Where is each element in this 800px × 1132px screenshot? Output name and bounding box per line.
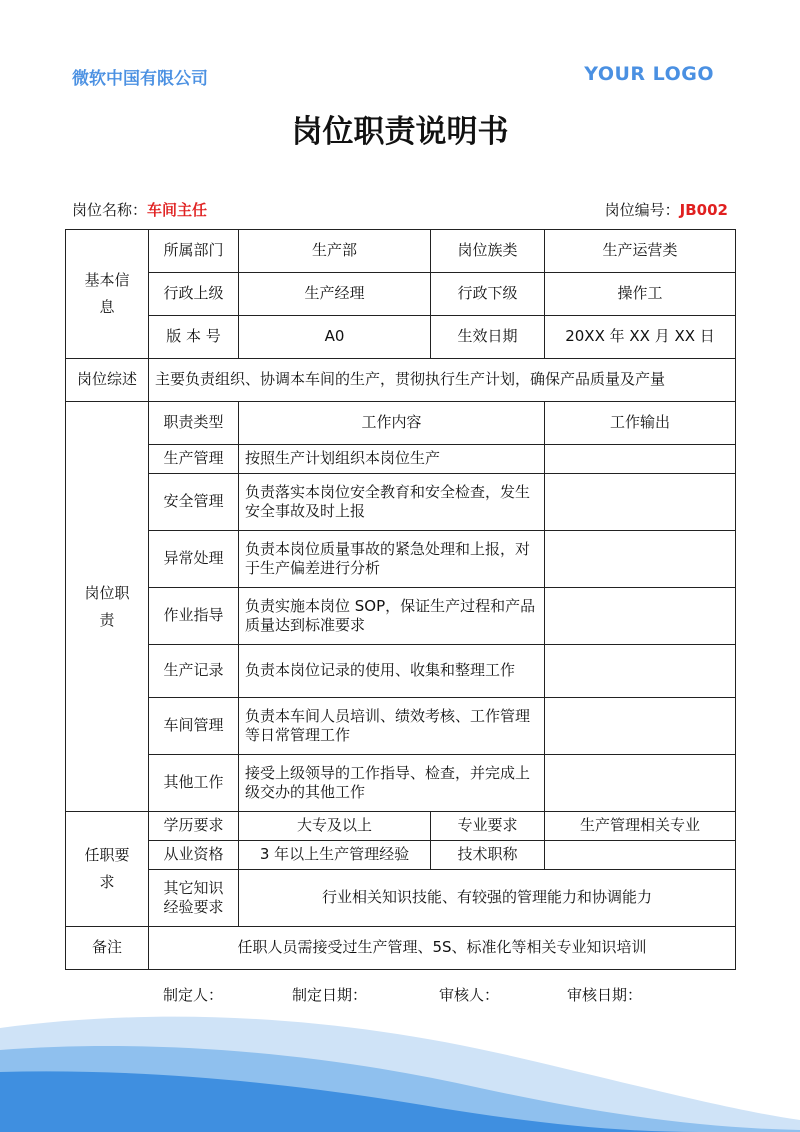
- superior-value: 生产经理: [239, 273, 431, 316]
- duty-type: 其他工作: [149, 755, 239, 812]
- qualification-value: 3 年以上生产管理经验: [239, 841, 431, 870]
- duty-content: 按照生产计划组织本岗位生产: [239, 445, 545, 474]
- position-name: [72, 199, 207, 220]
- subordinate-label: 行政下级: [431, 273, 545, 316]
- table-row: [66, 531, 736, 588]
- education-value: 大专及以上: [239, 812, 431, 841]
- other-label: 其它知识经验要求: [149, 870, 239, 927]
- requirements-row-3: [66, 870, 736, 927]
- duty-output: [545, 698, 736, 755]
- position-code-value: JB002: [679, 201, 728, 219]
- duty-type: 生产管理: [149, 445, 239, 474]
- basic-section-label: 基本信息: [66, 230, 149, 359]
- version-value: A0: [239, 316, 431, 359]
- table-row: [66, 588, 736, 645]
- dept-label: 所属部门: [149, 230, 239, 273]
- summary-row: [66, 359, 736, 402]
- family-label: 岗位族类: [431, 230, 545, 273]
- dept-value: 生产部: [239, 230, 431, 273]
- duty-output: [545, 588, 736, 645]
- major-value: 生产管理相关专业: [545, 812, 736, 841]
- basic-row-1: [66, 230, 736, 273]
- table-row: [66, 698, 736, 755]
- duty-type: 车间管理: [149, 698, 239, 755]
- table-row: [66, 445, 736, 474]
- summary-text: 主要负责组织、协调本车间的生产，贯彻执行生产计划，确保产品质量及产量: [149, 359, 736, 402]
- education-label: 学历要求: [149, 812, 239, 841]
- duty-type: 生产记录: [149, 645, 239, 698]
- duty-type: 作业指导: [149, 588, 239, 645]
- effective-label: 生效日期: [431, 316, 545, 359]
- footer-maker: 制定人：: [163, 986, 224, 1004]
- footer-review-date: 审核日期：: [567, 986, 643, 1004]
- page-title: 岗位职责说明书: [291, 114, 509, 150]
- superior-label: 行政上级: [149, 273, 239, 316]
- duty-content: 接受上级领导的工作指导、检查，并完成上级交办的其他工作: [239, 755, 545, 812]
- decorative-wave: [0, 1010, 800, 1132]
- version-label: 版 本 号: [149, 316, 239, 359]
- duty-content-header: 工作内容: [239, 402, 545, 445]
- basic-row-3: [66, 316, 736, 359]
- duty-output: [545, 755, 736, 812]
- duty-content: 负责本岗位记录的使用、收集和整理工作: [239, 645, 545, 698]
- table-row: [66, 645, 736, 698]
- table-row: [66, 474, 736, 531]
- remarks-row: [66, 927, 736, 970]
- duty-type: 异常处理: [149, 531, 239, 588]
- family-value: 生产运营类: [545, 230, 736, 273]
- summary-label: 岗位综述: [66, 359, 149, 402]
- major-label: 专业要求: [431, 812, 545, 841]
- duty-type: 安全管理: [149, 474, 239, 531]
- position-code-label: 岗位编号：: [604, 201, 680, 219]
- requirements-row-2: [66, 841, 736, 870]
- duty-output-header: 工作输出: [545, 402, 736, 445]
- remarks-label: 备注: [66, 927, 149, 970]
- footer-make-date: 制定日期：: [292, 986, 368, 1004]
- duty-content: 负责本车间人员培训、绩效考核、工作管理等日常管理工作: [239, 698, 545, 755]
- other-value: 行业相关知识技能、有较强的管理能力和协调能力: [239, 870, 736, 927]
- title-label: 技术职称: [431, 841, 545, 870]
- logo: YOUR LOGO: [584, 63, 714, 85]
- requirements-row-1: [66, 812, 736, 841]
- job-description-table: [65, 229, 736, 970]
- table-row: [66, 755, 736, 812]
- duties-section-label: 岗位职责: [66, 402, 149, 812]
- duty-content: 负责本岗位质量事故的紧急处理和上报，对于生产偏差进行分析: [239, 531, 545, 588]
- position-name-value: 车间主任: [147, 201, 208, 219]
- position-name-label: 岗位名称：: [72, 201, 148, 219]
- duty-type-header: 职责类型: [149, 402, 239, 445]
- duty-output: [545, 531, 736, 588]
- duty-output: [545, 445, 736, 474]
- duty-content: 负责实施本岗位 SOP，保证生产过程和产品质量达到标准要求: [239, 588, 545, 645]
- position-code: [605, 199, 728, 220]
- duties-header-row: [66, 402, 736, 445]
- effective-value: 20XX 年 XX 月 XX 日: [545, 316, 736, 359]
- requirements-section-label: 任职要求: [66, 812, 149, 927]
- subordinate-value: 操作工: [545, 273, 736, 316]
- title-value: [545, 841, 736, 870]
- remarks-text: 任职人员需接受过生产管理、5S、标准化等相关专业知识培训: [149, 927, 736, 970]
- footer-reviewer: 审核人：: [439, 986, 500, 1004]
- duty-output: [545, 645, 736, 698]
- qualification-label: 从业资格: [149, 841, 239, 870]
- company-name: 微软中国有限公司: [72, 69, 208, 89]
- duty-content: 负责落实本岗位安全教育和安全检查，发生安全事故及时上报: [239, 474, 545, 531]
- basic-row-2: [66, 273, 736, 316]
- duty-output: [545, 474, 736, 531]
